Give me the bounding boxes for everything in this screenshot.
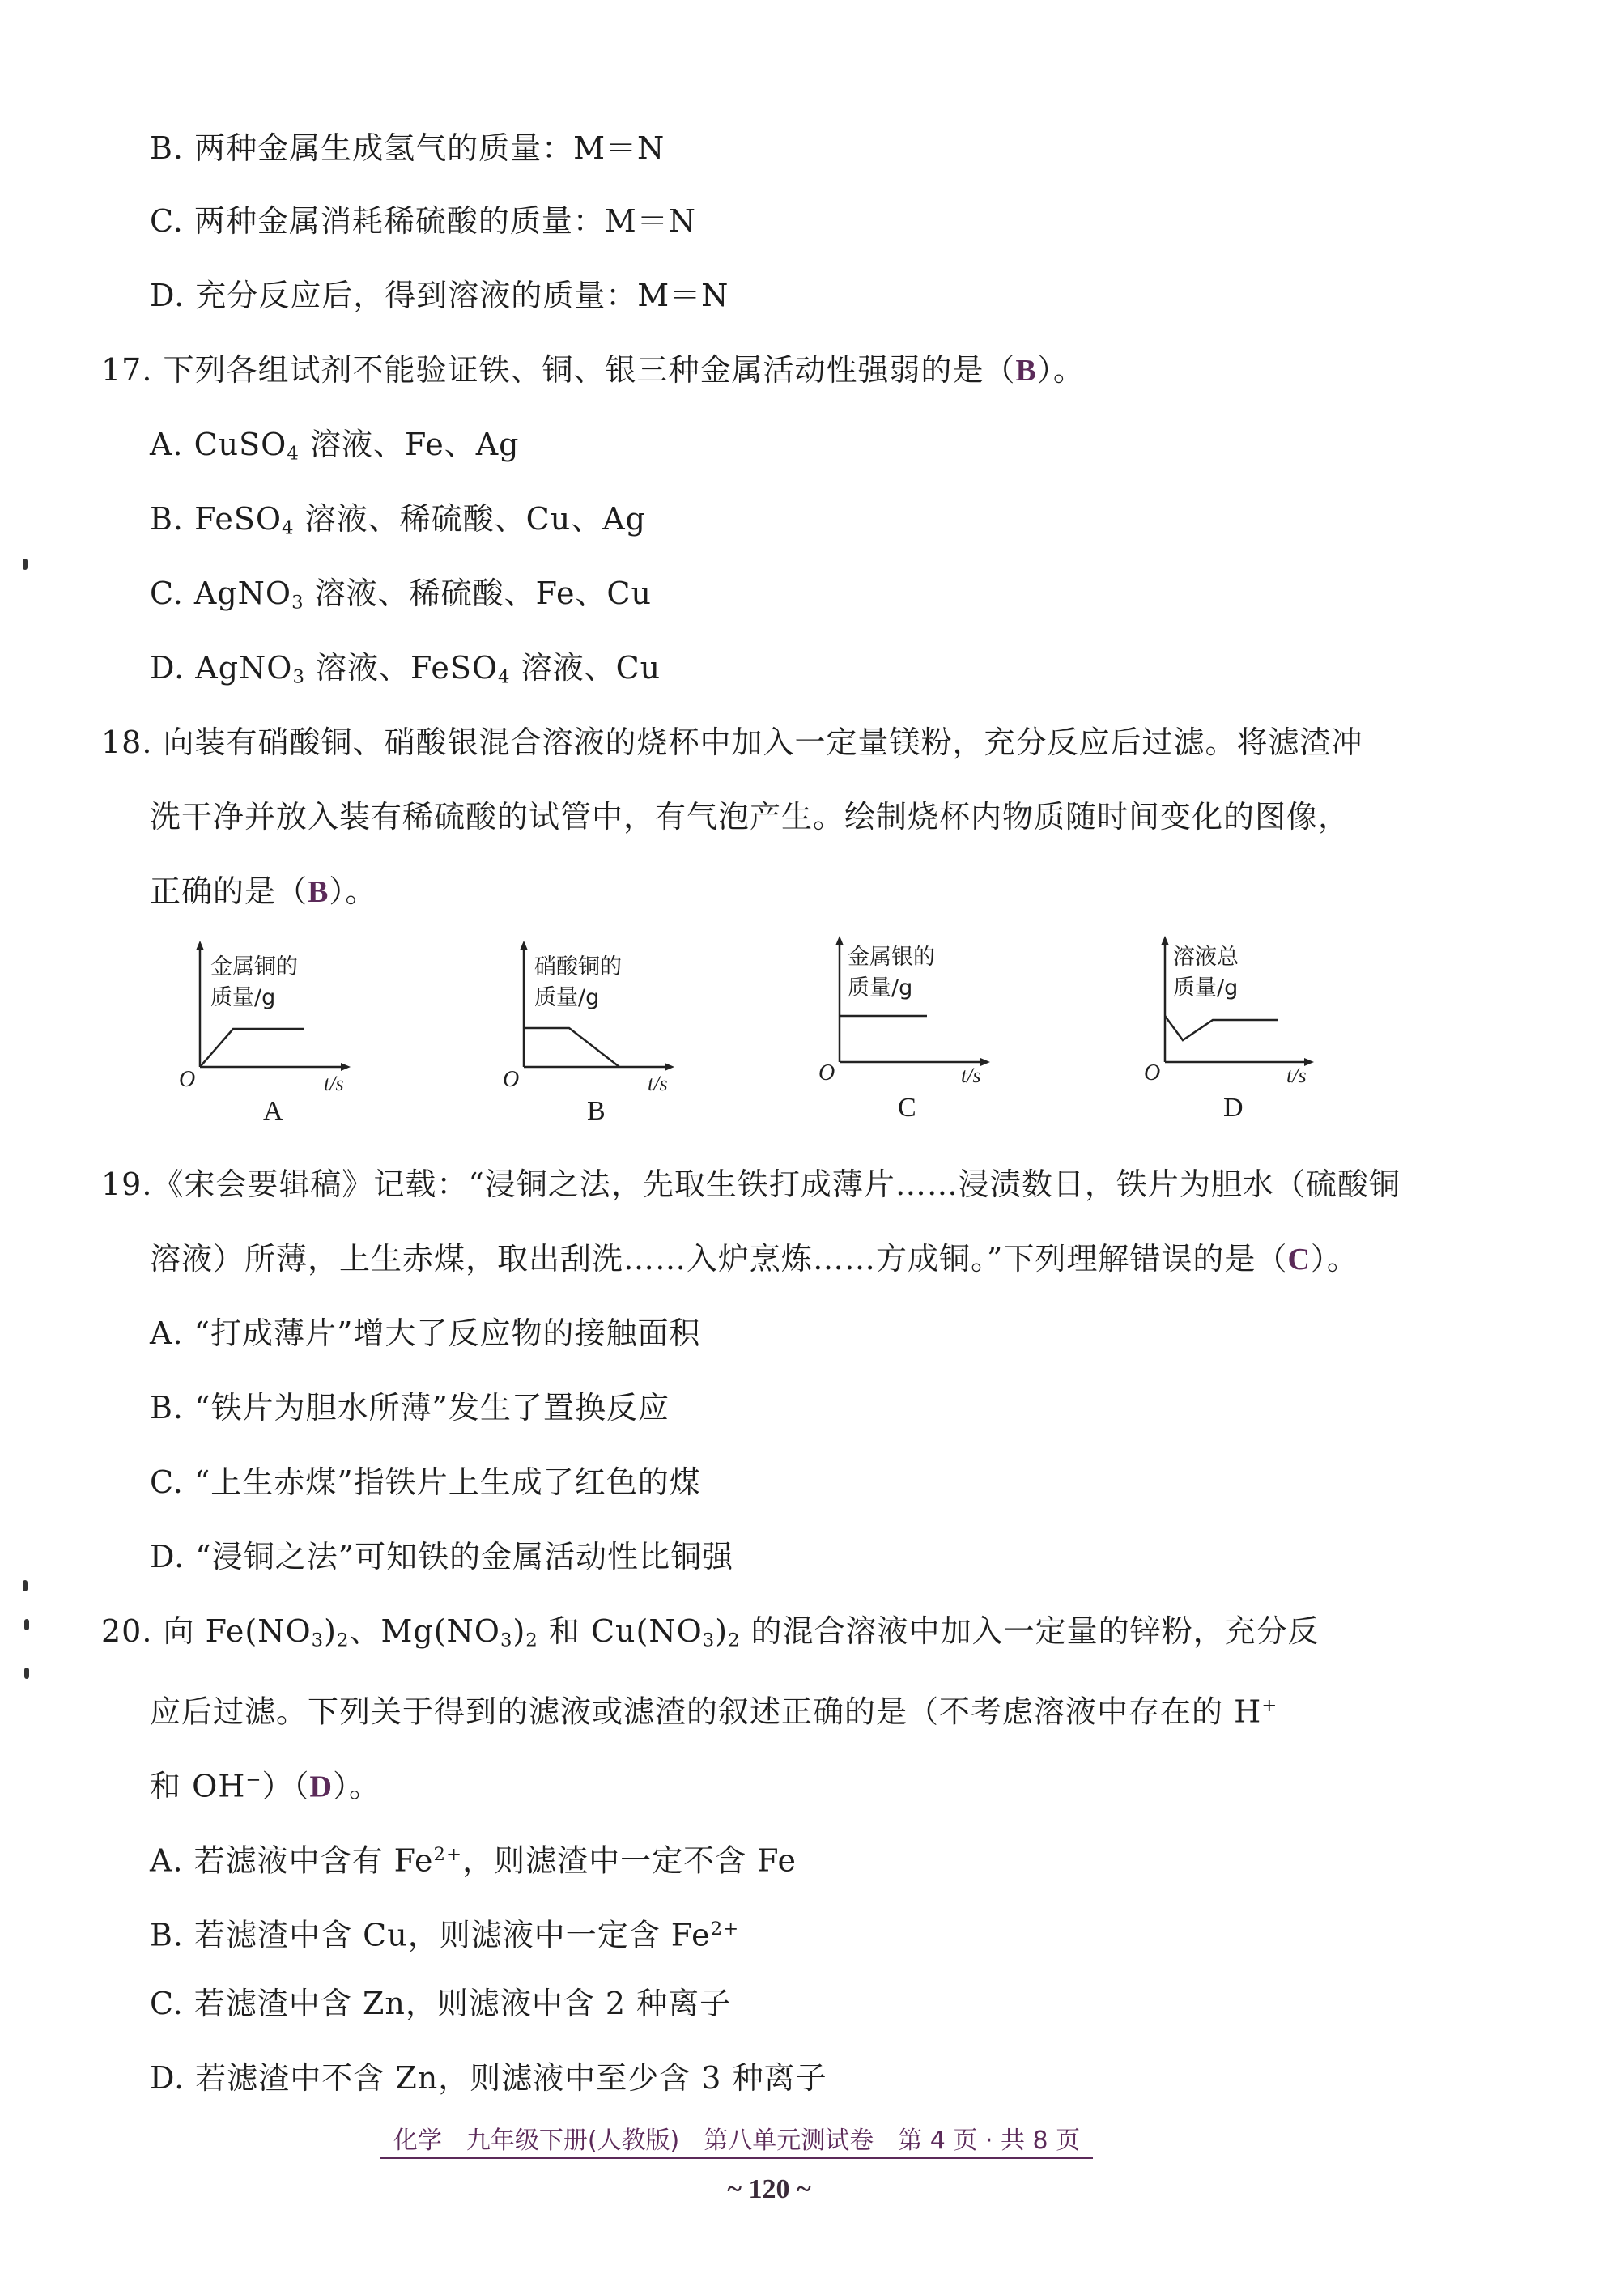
q18-stem-line1: 18. 向装有硝酸铜、硝酸银混合溶液的烧杯中加入一定量镁粉，充分反应后过滤。将滤渣冲 <box>101 724 1363 760</box>
scan-mark <box>24 1668 29 1679</box>
q19-stem-line2: 溶液）所薄，上生赤煤，取出刮洗……入炉烹炼……方成铜。”下列理解错误的是（C）。 <box>150 1241 1358 1277</box>
q17-option-c: C. AgNO$_3$ 溶液、稀硫酸、Fe、Cu <box>150 576 652 614</box>
graph-a-xlabel: t/s <box>324 1072 344 1095</box>
page-number: ~ 120 ~ <box>727 2174 811 2204</box>
q19-answer: C <box>1287 1243 1311 1277</box>
graph-a-ylabel1: 金属铜的 <box>210 954 298 979</box>
q19-stem-line1: 19.《宋会要辑稿》记载：“浸铜之法，先取生铁打成薄片……浸渍数日，铁片为胆水（硫酸铜 <box>101 1166 1401 1202</box>
q17-answer: B <box>1015 354 1037 388</box>
q20-stem-line1: 20. 向 $Fe(NO_3)_2$、$Mg(NO_3)_2$ 和 $Cu(NO_3)_2$ 的混合溶液中加入一定量的锌粉，充分反 <box>101 1613 1320 1651</box>
graph-a <box>179 937 425 1132</box>
graph-c-xlabel: t/s <box>961 1064 981 1087</box>
graph-a-curve <box>200 1029 304 1067</box>
graph-c-ylabel1: 金属银的 <box>848 945 935 970</box>
page-footer: 化学 九年级下册(人教版) 第八单元测试卷 第 4 页 · 共 8 页 <box>380 2125 1093 2159</box>
q19-option-b: B. “铁片为胆水所薄”发生了置换反应 <box>150 1390 670 1426</box>
graph-d <box>1144 933 1397 1127</box>
scan-mark <box>24 1619 29 1630</box>
graph-d-xlabel: t/s <box>1286 1064 1307 1087</box>
q20-option-b: B. 若滤渣中含 Cu，则滤液中一定含 $Fe^{2+}$ <box>150 1917 740 1953</box>
q17-stem <box>101 350 1085 391</box>
graph-b-xlabel: t/s <box>648 1072 668 1095</box>
q16-option-c: C. 两种金属消耗稀硫酸的质量：M＝N <box>150 203 697 239</box>
graph-a-origin: O <box>179 1067 196 1092</box>
graph-c-letter: C <box>898 1093 916 1123</box>
q16-option-b: B. 两种金属生成氢气的质量：M＝N <box>150 130 665 166</box>
graph-b-origin: O <box>503 1067 520 1092</box>
graph-a-ylabel2: 质量/g <box>210 985 276 1010</box>
graph-c-origin: O <box>818 1060 835 1086</box>
graph-b-ylabel1: 硝酸铜的 <box>534 954 622 979</box>
graph-d-curve <box>1165 1016 1278 1040</box>
q17-option-b: B. FeSO$_4$ 溶液、稀硫酸、Cu、Ag <box>150 501 646 539</box>
q20-option-d: D. 若滤渣中不含 Zn，则滤液中至少含 3 种离子 <box>150 2060 827 2096</box>
graph-a-letter: A <box>263 1096 283 1126</box>
q20-stem-line2: 应后过滤。下列关于得到的滤液或滤渣的叙述正确的是（不考虑溶液中存在的 H+ <box>150 1693 1278 1730</box>
q20-stem-line3: 和 OH−）（D）。 <box>150 1768 380 1804</box>
q20-option-a: A. 若滤液中含有 $Fe^{2+}$，则滤渣中一定不含 Fe <box>150 1842 797 1879</box>
q17-option-a: A. CuSO$_4$ 溶液、Fe、Ag <box>150 427 520 465</box>
q20-answer: D <box>309 1770 333 1804</box>
q17-option-d: D. AgNO$_3$ 溶液、FeSO$_4$ 溶液、Cu <box>150 650 661 688</box>
q17-stem-end: ）。 <box>1036 352 1085 388</box>
graph-b-ylabel2: 质量/g <box>534 985 600 1010</box>
graph-c <box>818 933 1073 1127</box>
q19-option-c: C. “上生赤煤”指铁片上生成了红色的煤 <box>150 1464 701 1500</box>
graph-d-letter: D <box>1223 1093 1244 1123</box>
q18-answer: B <box>308 875 329 909</box>
graph-d-origin: O <box>1144 1060 1161 1086</box>
q20-option-c: C. 若滤渣中含 Zn，则滤液中含 2 种离子 <box>150 1986 732 2021</box>
graph-c-ylabel2: 质量/g <box>848 975 913 1001</box>
graph-b-letter: B <box>587 1096 606 1126</box>
q18-stem-line3: 正确的是（B）。 <box>150 873 377 909</box>
q19-option-a: A. “打成薄片”增大了反应物的接触面积 <box>150 1315 701 1351</box>
graph-b <box>503 937 749 1132</box>
graph-d-ylabel1: 溶液总 <box>1173 945 1239 970</box>
graph-b-curve <box>524 1028 619 1067</box>
q17-stem-text: 17. 下列各组试剂不能验证铁、铜、银三种金属活动性强弱的是（ <box>101 352 1016 388</box>
scan-mark <box>23 1580 28 1591</box>
graph-d-ylabel2: 质量/g <box>1173 975 1239 1001</box>
q18-stem-line2: 洗干净并放入装有稀硫酸的试管中，有气泡产生。绘制烧杯内物质随时间变化的图像， <box>150 799 1350 835</box>
q16-option-d: D. 充分反应后，得到溶液的质量：M＝N <box>150 278 729 313</box>
scan-mark <box>23 559 28 570</box>
q19-option-d: D. “浸铜之法”可知铁的金属活动性比铜强 <box>150 1539 734 1574</box>
